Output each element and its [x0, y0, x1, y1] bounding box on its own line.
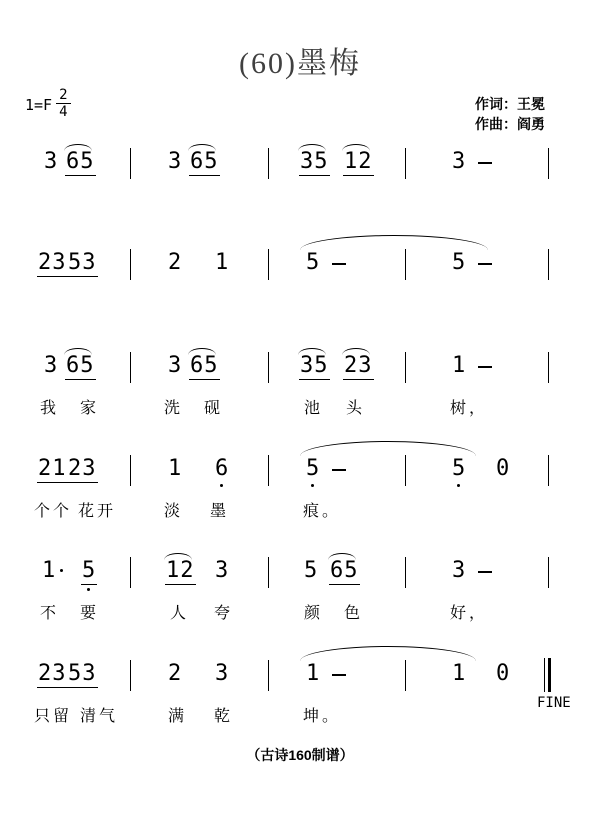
note: 23 [344, 353, 373, 378]
note: 53 [68, 661, 97, 686]
extension-dash [332, 469, 346, 471]
slur-arc [64, 348, 92, 355]
final-barline-thick [548, 658, 551, 692]
key-signature [25, 88, 71, 120]
note: 65 [66, 353, 95, 378]
barline [130, 249, 131, 280]
fine-marker: FINE [537, 695, 571, 711]
lyric: 花开 [78, 503, 117, 520]
lyric: 好， [450, 605, 489, 622]
lyric: 夸 [214, 605, 234, 622]
note: 3 [168, 149, 183, 174]
note: 12 [344, 149, 373, 174]
barline [405, 249, 406, 280]
lyric: 人 [170, 605, 190, 622]
slur-arc [188, 144, 216, 151]
meter-numerator: 2 [56, 88, 70, 104]
note: 1 [168, 456, 183, 481]
extension-dash [478, 263, 492, 265]
tie-arc [300, 441, 476, 456]
barline [268, 352, 269, 383]
note: 5 [82, 558, 97, 583]
barline [130, 557, 131, 588]
note: 2 [168, 250, 183, 275]
lyric: 头 [346, 400, 366, 417]
note: 2 [168, 661, 183, 686]
octave-dot [311, 484, 314, 487]
slur-arc [298, 144, 326, 151]
lyric: 满 [168, 708, 188, 725]
barline [548, 455, 549, 486]
note: 1 [452, 661, 467, 686]
barline [268, 455, 269, 486]
lyric: 淡 [164, 503, 184, 520]
octave-dot [457, 484, 460, 487]
slur-arc [342, 348, 370, 355]
barline [130, 660, 131, 691]
note: 3 [215, 661, 230, 686]
note: 23 [68, 456, 97, 481]
note: 3 [44, 353, 59, 378]
note: 1 [42, 558, 57, 583]
tonality-label: 1=F [25, 96, 53, 114]
lyric: 砚 [204, 400, 224, 417]
barline [268, 660, 269, 691]
slur-arc [188, 348, 216, 355]
composer-credit: 作曲：阎勇 [475, 116, 545, 132]
lyric: 坤。 [303, 708, 342, 725]
barline [548, 352, 549, 383]
note: 5 [452, 456, 467, 481]
octave-dot [87, 588, 90, 591]
barline [405, 352, 406, 383]
note: 65 [330, 558, 359, 583]
note: 5 [452, 250, 467, 275]
barline [405, 148, 406, 179]
note: 23 [38, 661, 67, 686]
barline [405, 660, 406, 691]
barline [268, 249, 269, 280]
extension-dash [478, 366, 492, 368]
note: 3 [452, 149, 467, 174]
credits-block [475, 94, 545, 134]
song-title: (60)墨梅 [239, 47, 361, 80]
note: 65 [190, 353, 219, 378]
note: 3 [215, 558, 230, 583]
note: 35 [300, 149, 329, 174]
tie-arc [300, 235, 488, 250]
barline [130, 455, 131, 486]
lyric: 痕。 [303, 503, 342, 520]
augmentation-dot [60, 569, 63, 572]
barline [130, 148, 131, 179]
lyric: 只留 [34, 708, 73, 725]
slur-arc [298, 348, 326, 355]
note: 65 [66, 149, 95, 174]
note: 65 [190, 149, 219, 174]
barline [405, 557, 406, 588]
lyric: 洗 [164, 400, 184, 417]
note: 1 [215, 250, 230, 275]
barline [405, 455, 406, 486]
extension-dash [478, 571, 492, 573]
lyric: 家 [80, 400, 100, 417]
barline [548, 148, 549, 179]
barline [548, 557, 549, 588]
extension-dash [332, 674, 346, 676]
slur-arc [164, 553, 192, 560]
note: 0 [496, 661, 511, 686]
lyricist-credit: 作词：王冕 [475, 96, 545, 112]
note: 1 [306, 661, 321, 686]
note: 5 [304, 558, 319, 583]
footer-note: （古诗160制谱） [246, 747, 354, 763]
slur-arc [64, 144, 92, 151]
note: 21 [38, 456, 67, 481]
note: 3 [44, 149, 59, 174]
final-barline-thin [544, 658, 545, 692]
note: 5 [306, 250, 321, 275]
lyric: 色 [344, 605, 364, 622]
octave-dot [220, 484, 223, 487]
lyric: 个个 [34, 503, 73, 520]
lyric: 清气 [80, 708, 119, 725]
lyric: 墨 [210, 503, 230, 520]
lyric: 要 [80, 605, 100, 622]
note: 5 [306, 456, 321, 481]
extension-dash [332, 263, 346, 265]
lyric: 乾 [214, 708, 234, 725]
note: 3 [452, 558, 467, 583]
lyric: 不 [40, 605, 60, 622]
note: 23 [38, 250, 67, 275]
tie-arc [300, 646, 476, 661]
meter-denominator: 4 [59, 104, 68, 120]
lyric: 颜 [304, 605, 324, 622]
lyric: 树， [450, 400, 489, 417]
note: 3 [168, 353, 183, 378]
note: 53 [68, 250, 97, 275]
slur-arc [342, 144, 370, 151]
note: 12 [166, 558, 195, 583]
note: 0 [496, 456, 511, 481]
note: 1 [452, 353, 467, 378]
note: 35 [300, 353, 329, 378]
extension-dash [478, 162, 492, 164]
time-signature [56, 88, 70, 119]
barline [268, 148, 269, 179]
slur-arc [328, 553, 356, 560]
barline [130, 352, 131, 383]
barline [548, 249, 549, 280]
barline [268, 557, 269, 588]
note: 6 [215, 456, 230, 481]
lyric: 我 [40, 400, 60, 417]
lyric: 池 [304, 400, 324, 417]
